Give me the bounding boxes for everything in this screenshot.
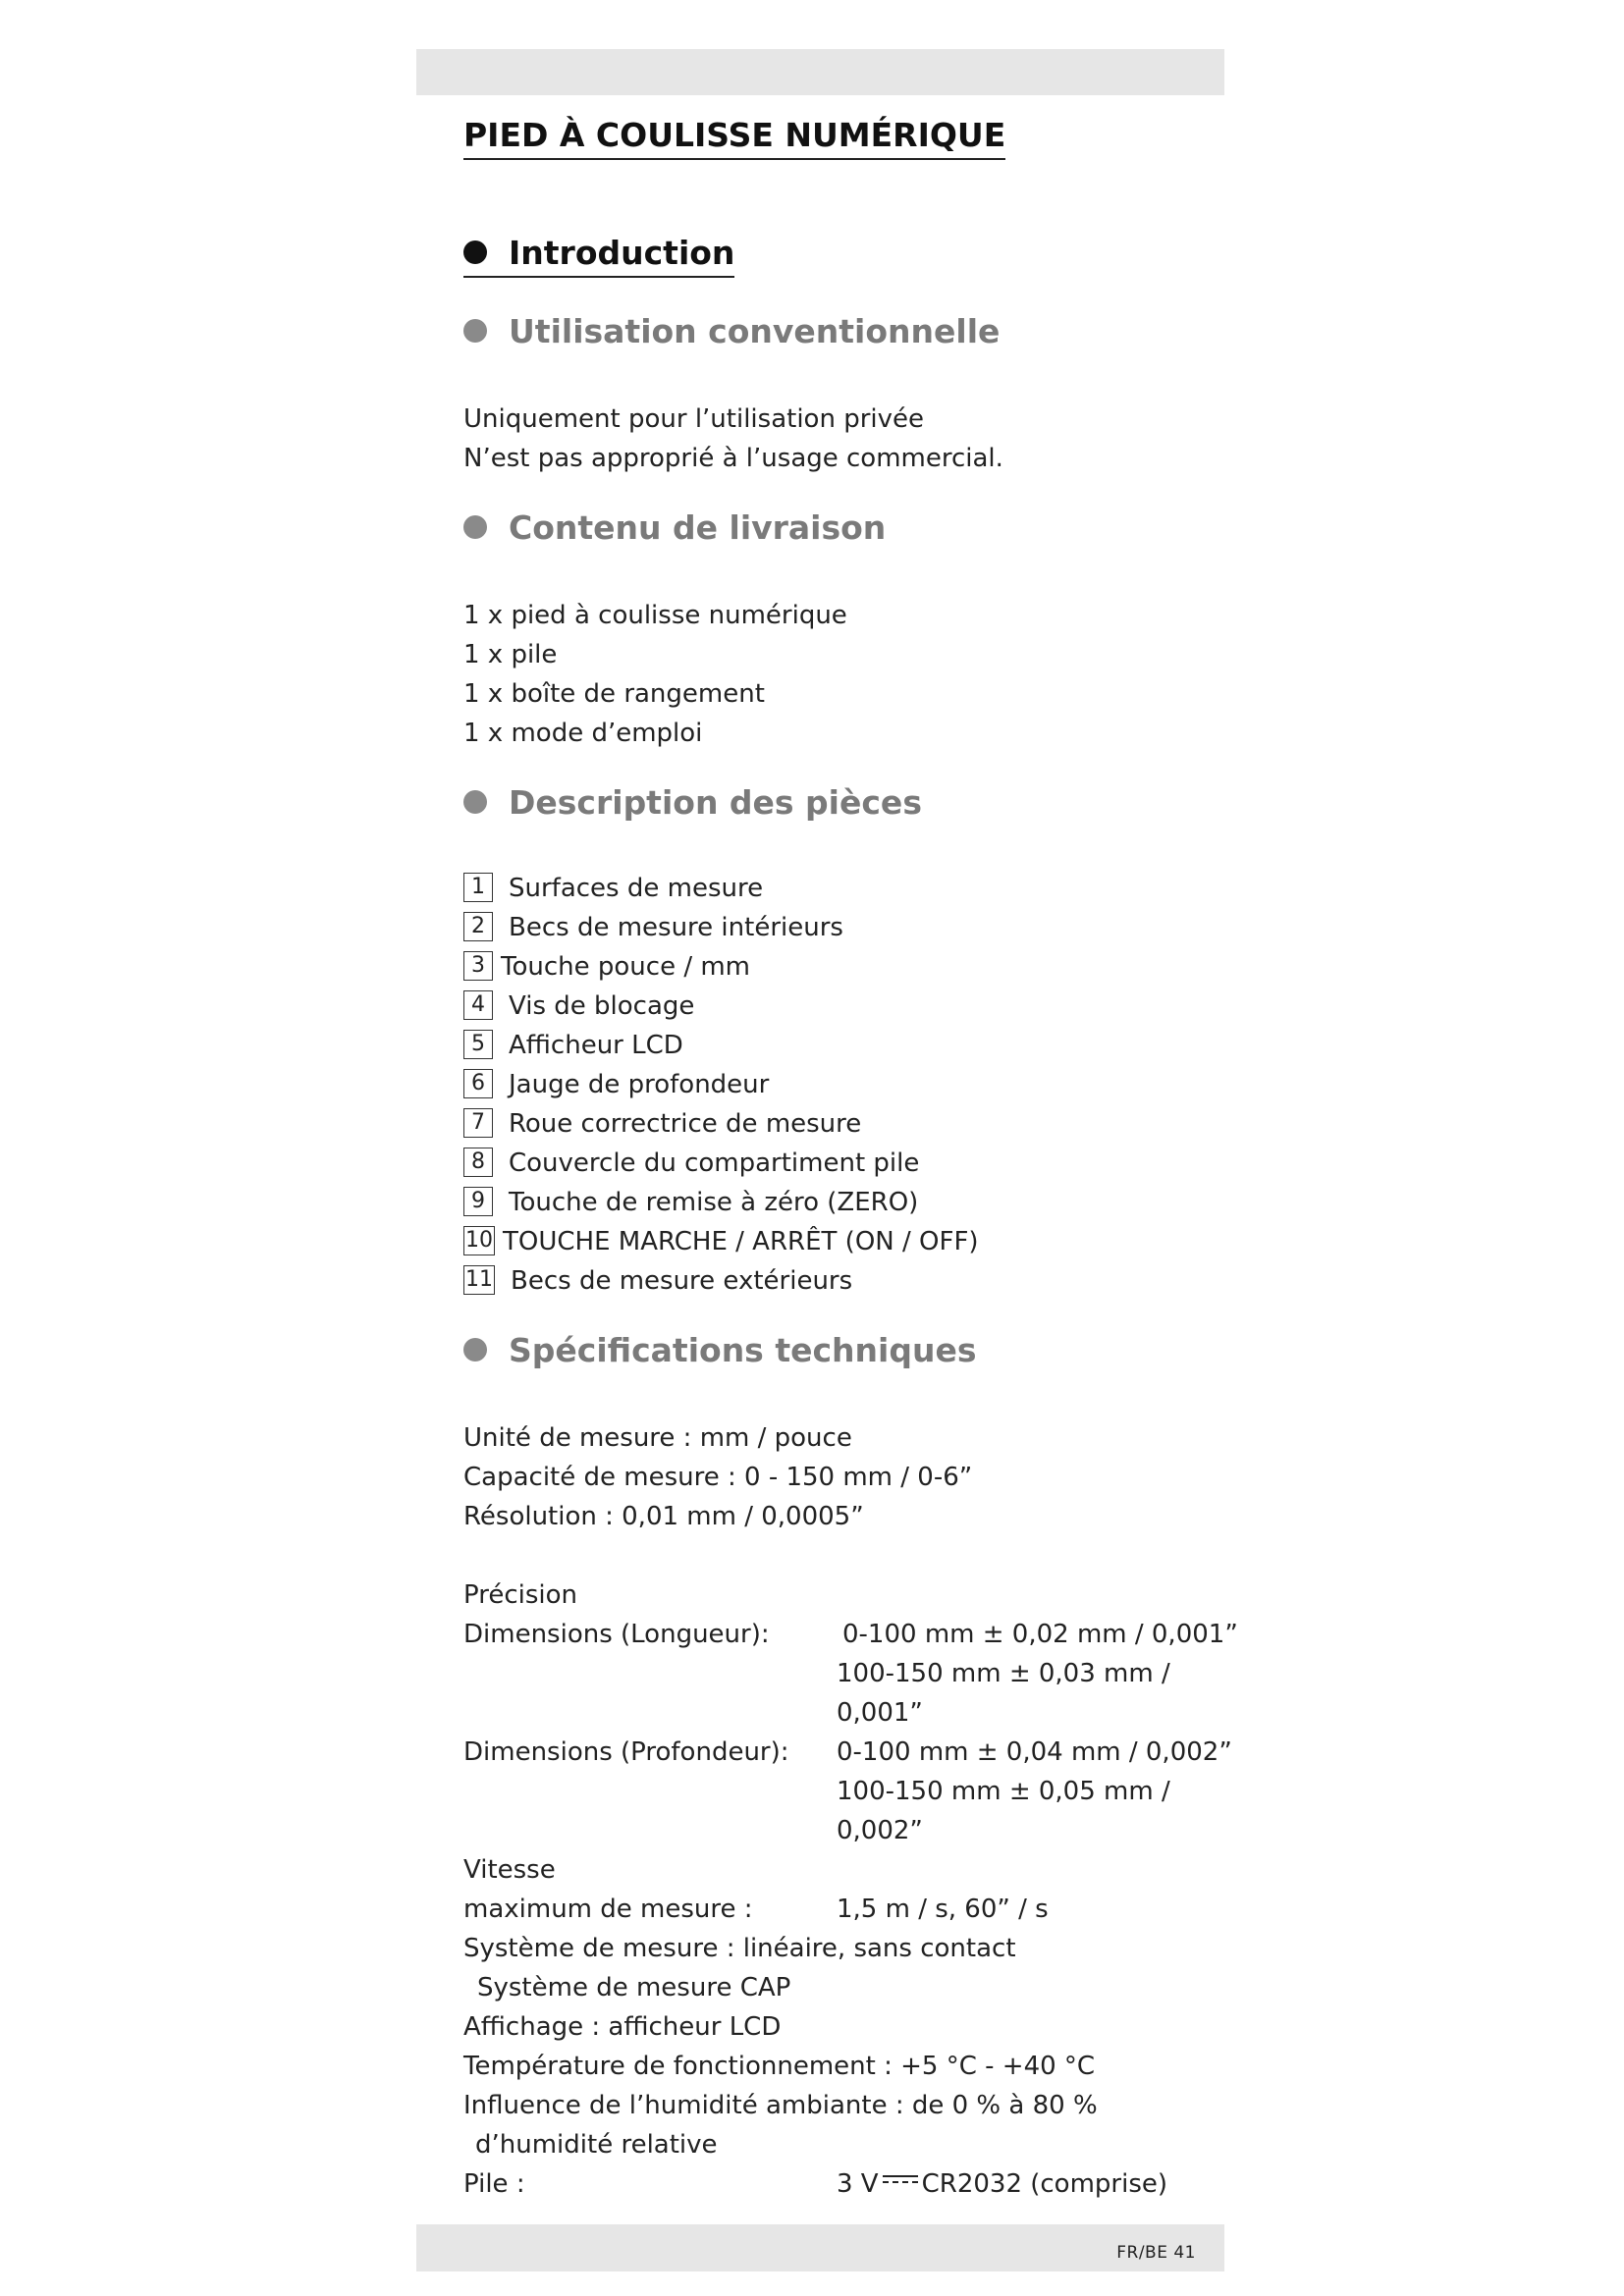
part-item xyxy=(463,1148,919,1179)
spec-display: Affichage : afficheur LCD xyxy=(463,2012,782,2042)
part-number: 9 xyxy=(463,1187,493,1216)
part-label: Vis de blocage xyxy=(509,991,695,1021)
spec-depth-value: 0,002” xyxy=(837,1816,923,1845)
spec-length-label: Dimensions (Longueur): xyxy=(463,1620,770,1649)
footer-bar xyxy=(416,2224,1224,2271)
spec-system-cap: Système de mesure CAP xyxy=(477,1973,791,2002)
spec-humidity-cont: d’humidité relative xyxy=(475,2130,718,2160)
part-label: TOUCHE MARCHE / ARRÊT (ON / OFF) xyxy=(503,1227,979,1256)
bullet-icon xyxy=(463,790,487,814)
section-heading-contents: Contenu de livraison xyxy=(463,508,886,547)
bullet-icon xyxy=(463,319,487,343)
spec-length-value: 100-150 mm ± 0,03 mm / xyxy=(837,1659,1170,1688)
section-heading-parts: Description des pièces xyxy=(463,783,922,822)
part-item xyxy=(463,1109,861,1140)
part-label: Surfaces de mesure xyxy=(509,874,764,903)
part-item xyxy=(463,952,750,983)
section-heading-specs: Spécifications techniques xyxy=(463,1331,976,1369)
dc-current-icon xyxy=(883,2175,918,2187)
part-label: Afficheur LCD xyxy=(509,1031,683,1060)
contents-line: 1 x pile xyxy=(463,640,558,669)
part-number: 2 xyxy=(463,912,493,941)
spec-depth-value: 100-150 mm ± 0,05 mm / xyxy=(837,1777,1170,1806)
part-item xyxy=(463,1031,683,1061)
spec-unit: Unité de mesure : mm / pouce xyxy=(463,1423,852,1453)
part-number: 1 xyxy=(463,873,493,902)
part-number: 11 xyxy=(463,1265,495,1295)
part-item xyxy=(463,1070,769,1100)
contents-line: 1 x mode d’emploi xyxy=(463,719,703,748)
spec-speed-label: Vitesse xyxy=(463,1855,556,1885)
spec-battery-value: 3 V CR2032 (comprise) xyxy=(837,2169,1168,2199)
part-label: Touche de remise à zéro (ZERO) xyxy=(509,1188,919,1217)
part-item xyxy=(463,991,694,1022)
usage-line: Uniquement pour l’utilisation privée xyxy=(463,404,924,434)
spec-system: Système de mesure : linéaire, sans contact xyxy=(463,1934,1016,1963)
part-label: Couvercle du compartiment pile xyxy=(509,1148,920,1178)
section-heading-usage: Utilisation conventionnelle xyxy=(463,312,1000,350)
spec-length-value: 0,001” xyxy=(837,1698,923,1728)
usage-line: N’est pas approprié à l’usage commercial. xyxy=(463,444,1003,473)
part-number: 7 xyxy=(463,1108,493,1138)
part-label: Jauge de profondeur xyxy=(509,1070,770,1099)
part-number: 6 xyxy=(463,1069,493,1098)
part-label: Touche pouce / mm xyxy=(501,952,751,982)
bullet-icon xyxy=(463,515,487,539)
part-item xyxy=(463,913,843,943)
page-title: PIED À COULISSE NUMÉRIQUE xyxy=(463,116,1005,160)
spec-precision: Précision xyxy=(463,1580,578,1610)
part-item xyxy=(463,1188,918,1218)
spec-depth-label: Dimensions (Profondeur): xyxy=(463,1737,789,1767)
spec-depth-value: 0-100 mm ± 0,04 mm / 0,002” xyxy=(837,1737,1232,1767)
spec-battery-label: Pile : xyxy=(463,2169,525,2199)
part-number: 10 xyxy=(463,1226,495,1255)
spec-length-value: 0-100 mm ± 0,02 mm / 0,001” xyxy=(842,1620,1238,1649)
part-label: Becs de mesure extérieurs xyxy=(511,1266,853,1296)
part-number: 4 xyxy=(463,990,493,1020)
part-item xyxy=(463,1266,852,1297)
part-number: 8 xyxy=(463,1148,493,1177)
section-heading-introduction: Introduction xyxy=(463,234,734,278)
page-number: FR/BE 41 xyxy=(1116,2243,1196,2263)
spec-capacity: Capacité de mesure : 0 - 150 mm / 0-6” xyxy=(463,1463,973,1492)
bullet-icon xyxy=(463,1338,487,1362)
spec-resolution: Résolution : 0,01 mm / 0,0005” xyxy=(463,1502,864,1531)
bullet-icon xyxy=(463,240,487,264)
part-number: 5 xyxy=(463,1030,493,1059)
spec-humidity: Influence de l’humidité ambiante : de 0 % à 80 % xyxy=(463,2091,1098,2120)
contents-line: 1 x boîte de rangement xyxy=(463,679,765,709)
part-number: 3 xyxy=(463,951,493,981)
spec-temperature: Température de fonctionnement : +5 °C - +40 °C xyxy=(463,2052,1096,2081)
part-item xyxy=(463,1227,979,1257)
spec-speed-label: maximum de mesure : xyxy=(463,1895,753,1924)
part-label: Becs de mesure intérieurs xyxy=(509,913,843,942)
contents-line: 1 x pied à coulisse numérique xyxy=(463,601,847,630)
spec-speed-value: 1,5 m / s, 60” / s xyxy=(837,1895,1049,1924)
part-item xyxy=(463,874,763,904)
part-label: Roue correctrice de mesure xyxy=(509,1109,862,1139)
header-bar xyxy=(416,49,1224,95)
